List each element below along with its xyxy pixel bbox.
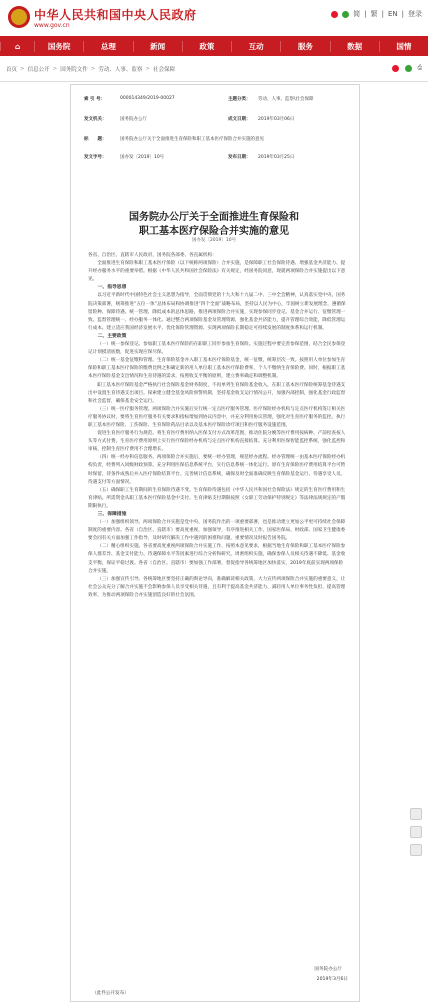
meta-label: 发文字号：: [84, 155, 107, 160]
paragraph: （一）统一参保登记。参加职工基本医疗保险的在职职工同步参加生育保险。实施过程中要完善参保范围，结合全民参保登记计划摸清底数，促进实现应保尽保。: [88, 342, 346, 356]
meta-label: 索 引 号：: [84, 97, 106, 102]
meta-value: 2019年03月25日: [258, 155, 295, 160]
nav-item[interactable]: 互动: [231, 41, 280, 52]
document-title-line: 国务院办公厅关于全面推进生育保险和: [129, 212, 299, 223]
paragraph: （一）加强组织领导。两项保险合并实施是党中央、国务院作出的一项重要部署，也是推动建立更加公平更可持续社会保障制度的重要内容。各省（自治区、直辖市）要高度重视，加强领导，有序推进相关工作。国家医保局、财政部、国家卫生健康委要会同有关方面加强工作指导，及时研究解决工作中遇到的困难和问题，重要情况及时报告国务院。: [88, 520, 346, 542]
meta-value: 国办发〔2019〕10号: [120, 155, 165, 160]
meta-value: 国务院办公厅关于全面推进生育保险和职工基本医疗保险合并实施的意见: [120, 137, 264, 142]
share-tools: [392, 65, 422, 72]
site-title[interactable]: 中华人民共和国中央人民政府: [34, 8, 197, 22]
section-heading: 一、指导思想: [97, 285, 127, 291]
paragraph: 全面推进生育保险和职工基本医疗保险（以下统称两项保险）合并实施，是保障职工社会保险待遇、增强基金共济能力、提升经办服务水平的重要举措。根据《中华人民共和国社会保险法》有关规定，经国务院同意，现就两项保险合并实施提出以下意见。: [88, 261, 346, 283]
document-title-line: 职工基本医疗保险合并实施的意见: [139, 226, 289, 237]
link-login[interactable]: 登录: [408, 10, 422, 18]
link-english[interactable]: EN: [387, 10, 398, 18]
breadcrumb-item[interactable]: 信息公开: [27, 66, 50, 73]
print-icon[interactable]: ⎙: [417, 65, 422, 71]
meta-value: 000014349/2019-00027: [120, 96, 175, 101]
meta-value: 劳动、人事、监察\社会保障: [258, 97, 314, 102]
nav-item[interactable]: 新闻: [133, 41, 182, 52]
meta-label: 成文日期：: [228, 117, 251, 122]
side-tool-button[interactable]: [410, 808, 422, 820]
document-number: 国办发〔2019〕10号: [191, 238, 237, 243]
nav-item[interactable]: 数据: [330, 41, 379, 52]
public-note: （此件公开发布）: [92, 991, 129, 996]
breadcrumb-item[interactable]: 社会保障: [153, 66, 176, 73]
nav-item[interactable]: 服务: [280, 41, 329, 52]
nav-item[interactable]: 总理: [83, 41, 132, 52]
paragraph: （五）确保职工生育期间的生育保险待遇不变。生育保险待遇包括《中华人民共和国社会保险法》规定的生育医疗费用和生育津贴。所需资金从职工基本医疗保险基金中支付。生育津贴支付期限按照《女职工劳动保护特别规定》等法律法规规定的产假期限执行。: [88, 487, 346, 509]
document-body: [88, 252, 346, 600]
breadcrumb-item[interactable]: 国务院文件: [60, 66, 88, 73]
paragraph: （三）统一医疗服务管理。两项保险合并实施后实行统一定点医疗服务管理。医疗保险经办机构与定点医疗机构签订相关医疗服务协议时，要将生育医疗服务有关要求和指标增加到协议内容中，并充分利用协议管理，强化对生育医疗服务的监控。执行职工基本医疗保险、工伤保险、生育保险药品目录以及基本医疗保险诊疗项目和医疗服务设施范围。: [88, 406, 346, 428]
breadcrumb-item[interactable]: 劳动、人事、监察: [98, 66, 143, 73]
paragraph: 职工基本医疗保险基金严格执行社会保险基金财务制度，不再单列生育保险基金收入，在职工基本医疗保险统筹基金待遇支出中设置生育待遇支出项目。探索建立健全基金风险预警机制，坚持基金收支运行情况公开，加强内部控制，强化基金行政监督和社会监督，确保基金安全运行。: [88, 382, 346, 404]
nav-item[interactable]: 国务院: [34, 41, 83, 52]
meta-label: 主题分类：: [228, 97, 251, 102]
weibo-icon[interactable]: [331, 11, 338, 18]
meta-label: 发文机关：: [84, 117, 107, 122]
main-nav: [0, 36, 428, 56]
paragraph: （三）加强宣传引导。各统筹地区要坚持正确的舆论导向，准确解读相关政策，大力宣传两项保险合并实施的重要意义，让社会公众充分了解合并实施不会影响参保人员享受相关待遇，且有利于提高基金共济能力、减轻用人单位事务性负担、提高管理效率，为推动两项保险合并实施创造良好的社会氛围。: [88, 576, 346, 598]
wechat-icon[interactable]: [342, 11, 349, 18]
header-links: 简 | 繁 | EN | 登录: [331, 9, 422, 19]
document-metadata: [82, 94, 336, 170]
site-url: www.gov.cn: [34, 22, 70, 29]
national-emblem-icon: [8, 6, 30, 28]
meta-value: 2019年03月06日: [258, 117, 295, 122]
paragraph: （二）统一基金征缴和管理。生育保险基金并入职工基本医疗保险基金，统一征缴，统筹层次一致。按照用人单位参加生育保险和职工基本医疗保险的缴费比例之和确定新的用人单位职工基本医疗保险费率，个人不缴纳生育保险费。同时，根据职工基本医疗保险基金支出情况和生育待遇的需求，按照收支平衡的原则，建立费率确定和调整机制。: [88, 358, 346, 380]
paragraph: 以习近平新时代中国特色社会主义思想为指导，全面贯彻党的十九大和十九届二中、三中全会精神，认真落实党中央、国务院决策部署，统筹推进“五位一体”总体布局和协调推进“四个全面”战略布局，坚持以人民为中心，牢固树立新发展理念，遵循保留险种、保障待遇、统一管理、降低成本的总体思路，推进两项保险合并实施，实现参保同步登记、基金合并运行、征缴管理一致、监督管理统一、经办服务一体化。通过整合两项保险基金及管理资源，强化基金共济能力，提升管理综合效能，降低管理运行成本。建立适应我国经济发展水平、优化保险管理资源、实现两项保险长期稳定可持续发展的制度体系和运行机制。: [88, 293, 346, 331]
sign-date: 2019年3月6日: [316, 977, 348, 982]
share-wechat-icon[interactable]: [405, 65, 412, 72]
meta-label: 标 题：: [84, 137, 107, 142]
side-tool-button[interactable]: [410, 826, 422, 838]
salutation: 各省、自治区、直辖市人民政府，国务院各部委、各直属机构：: [88, 253, 217, 258]
breadcrumb-item[interactable]: 首页: [6, 66, 18, 73]
nav-home-icon[interactable]: ⌂: [0, 42, 34, 51]
site-header: [0, 0, 428, 36]
meta-value: 国务院办公厅: [120, 117, 147, 122]
paragraph: （二）精心组织实施。各省要高度重视两项保险合并实施工作，按照本意见要求，根据当地生育保险和职工基本医疗保险参保人群差异、基金支付能力、待遇保障水平等因素进行综合分析和研究，周密组织实施，确保参保人员相关待遇不降低、基金收支平衡，保证平稳过渡。各省（自治区、直辖市）要加强工作部署，督促指导各统筹地区加快落实，2019年底前实现两项保险合并实施。: [88, 544, 346, 574]
paragraph: （四）统一经办和信息服务。两项保险合并实施后，要统一经办管理，规范经办流程。经办管理统一由基本医疗保险经办机构负责，经费列入同级财政预算。充分利用医保信息系统平台，实行信息系统一体化运行。原有生育保险医疗费用结算平台可暂时保留，待条件成熟后并入医疗保险结算平台。完善统计信息系统，确保及时全面准确反映生育保险基金运行、待遇享受人员、待遇支付等方面情况。: [88, 455, 346, 485]
signer: 国务院办公厅: [314, 967, 342, 972]
back-to-top-button[interactable]: [410, 844, 422, 856]
breadcrumb: 首页 > 信息公开 > 国务院文件 > 劳动、人事、监察 > 社会保障 ⎙: [0, 56, 428, 82]
meta-label: 发布日期：: [228, 155, 251, 160]
nav-item[interactable]: 政策: [182, 41, 231, 52]
paragraph: 促进生育医疗服务行为规范。将生育医疗费用纳入医保支付方式改革范围，推动住院分娩等医疗费用按病种、产前检查按人头等方式付费。生育医疗费用原则上实行医疗保险经办机构与定点医疗机构直接结算。充分利用医保智能监控系统，强化监控和审核，控制生育医疗费用不合理增长。: [88, 431, 346, 453]
section-heading: 二、主要政策: [97, 333, 127, 339]
nav-item[interactable]: 国情: [379, 41, 428, 52]
link-traditional[interactable]: 繁: [370, 10, 378, 18]
section-heading: 三、保障措施: [97, 512, 127, 517]
link-simplified[interactable]: 简: [353, 10, 361, 18]
share-weibo-icon[interactable]: [392, 65, 399, 72]
